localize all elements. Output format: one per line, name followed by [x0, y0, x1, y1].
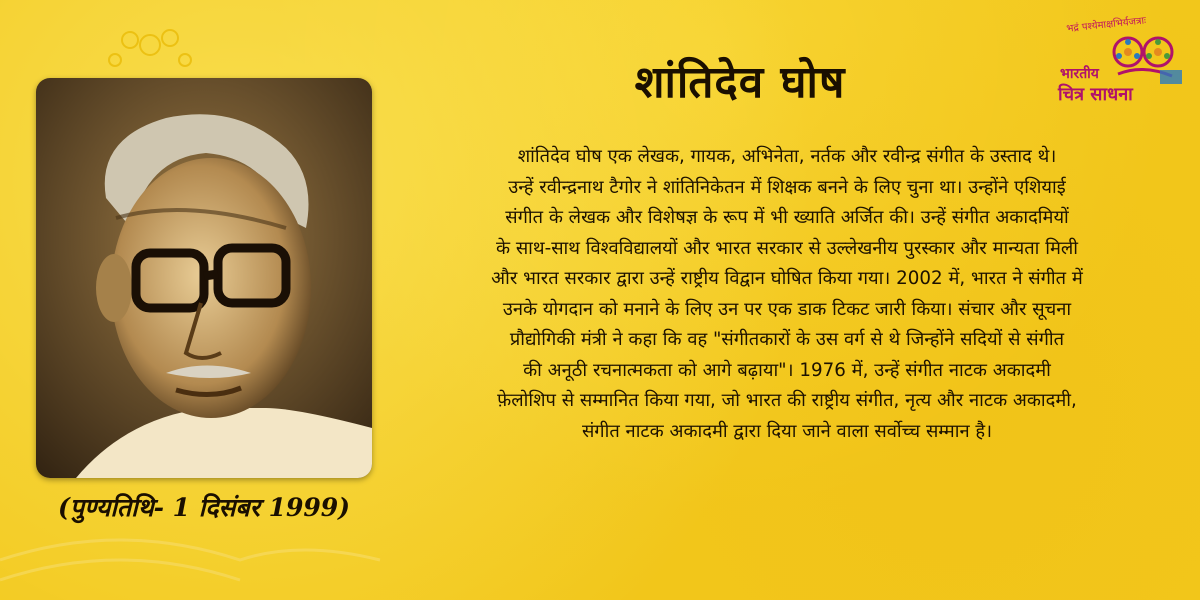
biography-line: के साथ-साथ विश्वविद्यालयों और भारत सरकार से उल्लेखनीय पुरस्कार और मान्यता मिली: [495, 237, 1079, 259]
logo-tagline: भद्रं पश्येमाक्षभिर्यजत्राः: [1065, 15, 1147, 35]
bharatiya-chitra-sadhana-logo: [1058, 8, 1198, 118]
biography-text: [392, 142, 1182, 447]
biography-line: उनके योगदान को मनाने के लिए उन पर एक डाक टिकट जारी किया। संचार और सूचना: [502, 298, 1072, 320]
biography-line: उन्हें रवीन्द्रनाथ टैगोर ने शांतिनिकेतन में शिक्षक बनने के लिए चुना था। उन्होंने एशियाई: [508, 176, 1066, 198]
biography-line: शांतिदेव घोष एक लेखक, गायक, अभिनेता, नर्तक और रवीन्द्र संगीत के उस्ताद थे।: [517, 146, 1057, 167]
page-title: शांतिदेव घोष: [634, 57, 846, 108]
book-doodle-icon: [0, 540, 380, 580]
biography-line: और भारत सरकार द्वारा उन्हें राष्ट्रीय विद्वान घोषित किया गया। 2002 में, भारत ने संगीत में: [491, 268, 1083, 289]
film-reel-icon: [1098, 30, 1188, 90]
logo-text-line1: भारतीय: [1060, 66, 1099, 82]
biography-line: प्रौद्योगिकी मंत्री ने कहा कि वह "संगीतकारों के उस वर्ग से थे जिन्होंने सदियों से संगीत: [509, 329, 1065, 350]
biography-line: की अनूठी रचनात्मकता को आगे बढ़ाया"। 1976 में, उन्हें संगीत नाटक अकादमी: [523, 359, 1051, 381]
biography-line: संगीत नाटक अकादमी द्वारा दिया जाने वाला सर्वोच्च सम्मान है।: [581, 420, 993, 442]
logo-text-line2: चित्र साधना: [1058, 84, 1133, 105]
flower-doodle-icon: [109, 30, 191, 66]
biography-line: संगीत के लेखक और विशेषज्ञ के रूप में भी ख्याति अर्जित की। उन्हें संगीत अकादमियों: [505, 207, 1069, 228]
portrait-photo: [36, 78, 372, 478]
biography-line: फ़ेलोशिप से सम्मानित किया गया, जो भारत की राष्ट्रीय संगीत, नृत्य और नाटक अकादमी,: [497, 390, 1077, 411]
death-anniversary-caption: (पुण्यतिथि- 1 दिसंबर 1999): [57, 493, 351, 522]
